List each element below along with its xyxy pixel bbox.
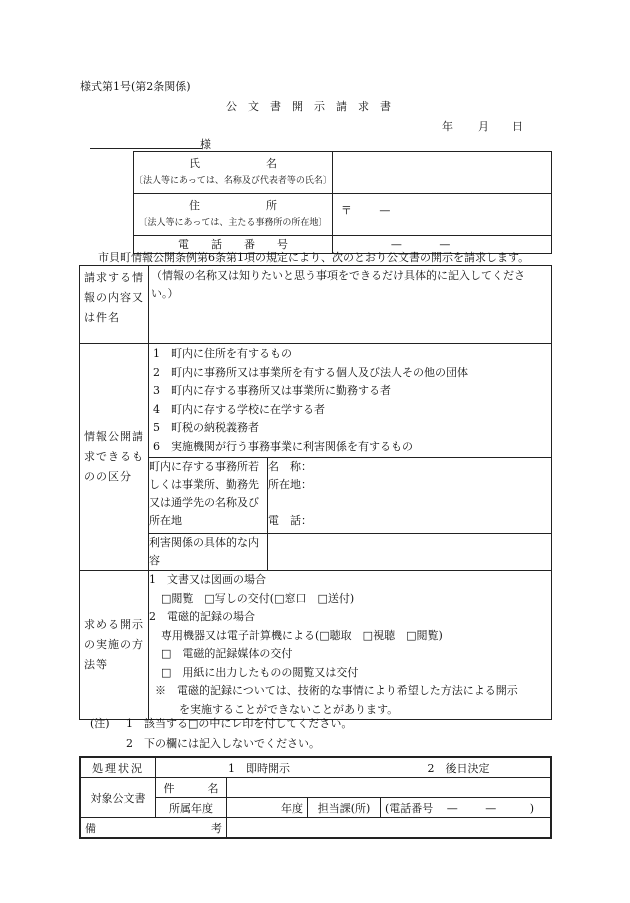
name-note: 〔法人等にあっては、名称及び代表者等の氏名〕: [134, 176, 332, 186]
subject-label: 件 名: [156, 778, 227, 798]
method-device-options[interactable]: 専用機器又は電子計算機による(□聴取 □視聴 □閲覧): [161, 628, 443, 642]
year-label: 所属年度: [156, 798, 227, 818]
method-media-option[interactable]: □ 電磁的記録媒体の交付: [161, 647, 293, 660]
category-label-cell: [80, 344, 149, 571]
request-info-note-1: （情報の名称又は知りたいと思う事項をできるだけ具体的に記入してくださ: [151, 269, 525, 282]
office-label-2: しくは事業所、勤務先: [149, 478, 259, 491]
category-item-4[interactable]: 4 町内に存する学校に在学する者: [153, 402, 325, 416]
interest-label-1: 利害関係の具体的な内: [149, 536, 259, 549]
office-label-cell: [149, 458, 268, 534]
office-phone-field[interactable]: 電 話：: [268, 514, 312, 527]
category-item-1[interactable]: 1 町内に住所を有するもの: [153, 347, 292, 360]
interest-label-2: 容: [149, 554, 160, 567]
subject-field[interactable]: [227, 778, 552, 798]
note-1: 1 該当する□の中にレ印を付してください。: [126, 717, 353, 730]
name-label: 氏 名: [188, 157, 277, 170]
address-label: 住 所: [188, 199, 277, 212]
remarks-field[interactable]: [227, 818, 552, 839]
postal-dash: —: [379, 204, 391, 217]
applicant-table: [133, 151, 552, 254]
category-item-5[interactable]: 5 町税の納税義務者: [153, 421, 259, 434]
date-month: 月: [478, 120, 489, 133]
method-label-cell: [80, 571, 149, 720]
year-unit[interactable]: 年度: [227, 798, 308, 818]
office-label-3: 又は通学先の名称及び: [149, 496, 259, 509]
request-info-note-2: い。）: [151, 287, 179, 300]
addressee-suffix: 様: [200, 138, 211, 151]
date-day: 日: [512, 120, 523, 133]
form-number: 様式第1号(第2条関係): [80, 80, 191, 93]
office-use-table: [79, 756, 552, 839]
category-label: 情報公開請求できるものの区分: [84, 430, 144, 483]
addressee-line: [90, 148, 202, 149]
intro-text: 市貝町情報公開条例第6条第1項の規定により、次のとおり公文書の開示を請求します。: [98, 251, 530, 264]
dept-phone-cell[interactable]: [381, 798, 552, 818]
method-options-cell: [149, 571, 552, 720]
method-doc-heading: 1 文書又は図画の場合: [149, 573, 266, 586]
method-print-option[interactable]: □ 用紙に出力したものの閲覧又は交付: [161, 665, 359, 679]
note-2: 2 下の欄には記入しないでください。: [126, 737, 320, 750]
status-option-immediate[interactable]: 1 即時開示: [228, 761, 290, 775]
remarks-label-cell: [80, 818, 227, 839]
phone-label: 電 話 番 号: [177, 237, 288, 251]
status-option-later[interactable]: 2 後日決定: [427, 761, 490, 775]
category-item-3[interactable]: 3 町内に存する事務所又は事業所に勤務する者: [153, 384, 391, 397]
office-fields-cell[interactable]: [268, 458, 552, 534]
office-address-field[interactable]: 所在地：: [268, 478, 312, 491]
status-label: 処理状況: [80, 757, 156, 778]
interest-field[interactable]: [268, 534, 552, 571]
method-doc-options[interactable]: □閲覧 □写しの交付(□窓口 □送付): [161, 591, 355, 605]
method-label: 求める開示の実施の方法等: [84, 618, 144, 671]
address-value-field[interactable]: [332, 194, 551, 236]
dept-phone-close: ): [529, 801, 535, 815]
name-label-cell: [134, 152, 333, 194]
date-year: 年: [442, 120, 453, 133]
office-name-field[interactable]: 名 称：: [268, 460, 312, 473]
method-note-1: ※ 電磁的記録については、技術的な事情により希望した方法による開示: [155, 684, 518, 697]
dept-phone-dash-1: —: [446, 801, 458, 815]
office-label-4: 所在地: [149, 514, 182, 527]
remarks-label-2: 考: [211, 821, 222, 835]
page-title: 公 文 書 開 示 請 求 書: [226, 100, 391, 113]
address-note: 〔法人等にあっては、主たる事務所の所在地〕: [138, 218, 328, 228]
category-item-6[interactable]: 6 実施機関が行う事務事業に利害関係を有するもの: [153, 439, 413, 453]
interest-label-cell: [149, 534, 268, 571]
request-info-field[interactable]: [149, 266, 552, 344]
dept-phone-dash-2: —: [485, 801, 497, 815]
dept-phone-label: (電話番号: [385, 801, 434, 815]
phone-dash-2: —: [439, 237, 451, 251]
remarks-label: 備: [85, 821, 96, 835]
postal-mark: 〒: [340, 204, 352, 217]
method-electronic-heading: 2 電磁的記録の場合: [149, 610, 255, 623]
target-label: 対象公文書: [80, 778, 156, 818]
method-note-2: を実施することができないことがあります。: [179, 702, 399, 716]
name-value-field[interactable]: [332, 152, 551, 194]
request-info-label-cell: [80, 266, 149, 344]
office-label-1: 町内に存する事務所若: [149, 460, 259, 473]
dept-label: 担当課(所): [308, 798, 381, 818]
address-label-cell: [134, 194, 333, 236]
category-item-2[interactable]: 2 町内に事務所又は事業所を有する個人及び法人その他の団体: [153, 365, 468, 379]
status-options-cell: [156, 757, 552, 778]
phone-dash-1: —: [390, 237, 402, 251]
category-items-cell: [149, 344, 552, 458]
request-info-label: 請求する情報の内容又は件名: [84, 271, 144, 324]
notes-prefix: (注): [90, 717, 110, 730]
request-table: [79, 265, 552, 720]
